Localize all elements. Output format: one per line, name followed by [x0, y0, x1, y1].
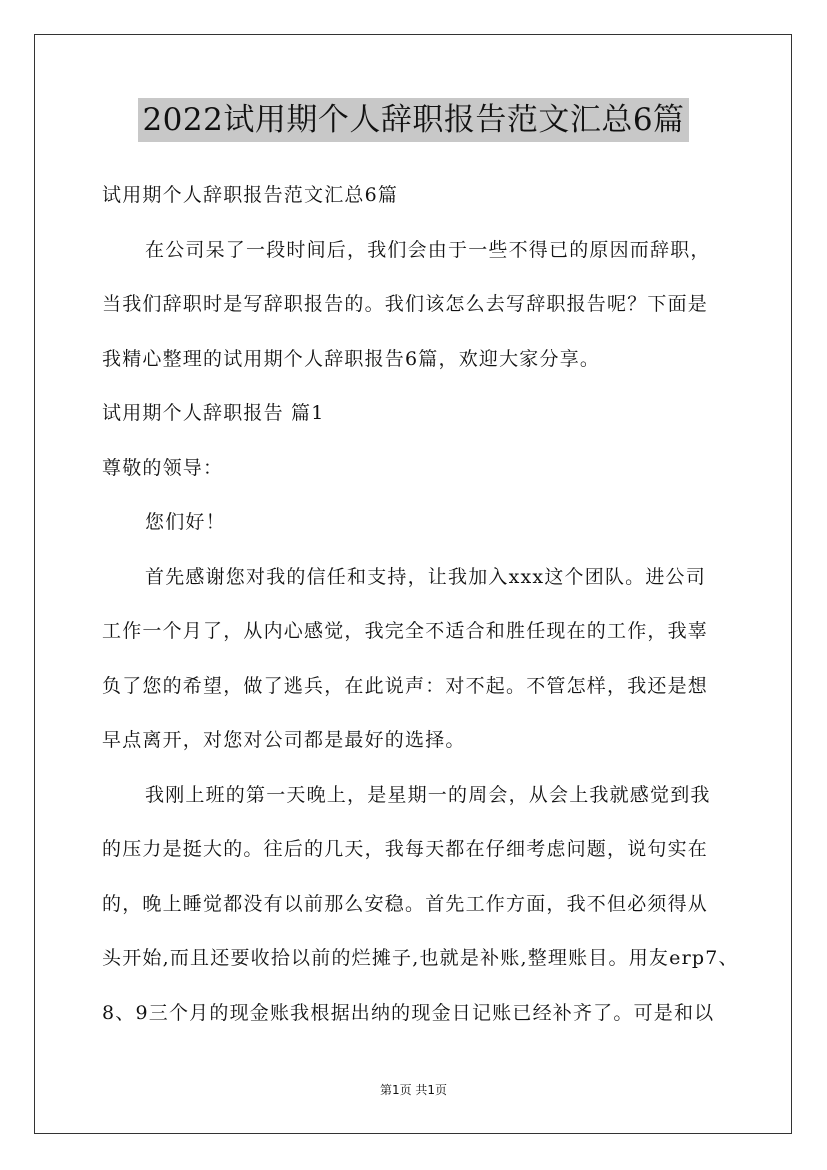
text-line: 工作一个月了，从内心感觉，我完全不适合和胜任现在的工作，我辜 — [102, 620, 709, 642]
text-line: 在公司呆了一段时间后，我们会由于一些不得已的原因而辞职， — [145, 238, 711, 261]
page-footer: 第1页 共1页 — [379, 1083, 448, 1097]
text-line: 您们好！ — [145, 511, 226, 533]
text-line: 首先感谢您对我的信任和支持，让我加入xxx这个团队。进公司 — [145, 565, 706, 588]
document-body — [102, 170, 739, 1042]
text-line: 当我们辞职时是写辞职报告的。我们该怎么去写辞职报告呢？下面是 — [102, 293, 709, 315]
text-line: 8、9三个月的现金账我根据出纳的现金日记账已经补齐了。可是和以 — [102, 1001, 715, 1024]
text-line: 尊敬的领导： — [102, 456, 224, 479]
text-line: 我刚上班的第一天晚上，是星期一的周会，从会上我就感觉到我 — [145, 783, 711, 806]
text-line: 的，晚上睡觉都没有以前那么安稳。首先工作方面，我不但必须得从 — [102, 892, 709, 915]
text-line: 早点离开，对您对公司都是最好的选择。 — [102, 729, 466, 751]
text-line: 负了您的希望，做了逃兵，在此说声：对不起。不管怎样，我还是想 — [102, 674, 709, 697]
text-line: 头开始,而且还要收拾以前的烂摊子,也就是补账,整理账目。用友erp7、 — [102, 947, 739, 969]
title-container — [0, 98, 827, 142]
document-title: 2022试用期个人辞职报告范文汇总6篇 — [138, 98, 688, 142]
text-line: 我精心整理的试用期个人辞职报告6篇，欢迎大家分享。 — [102, 347, 601, 370]
text-line: 试用期个人辞职报告范文汇总6篇 — [102, 184, 399, 206]
text-line: 试用期个人辞职报告 篇1 — [102, 402, 325, 424]
text-line: 的压力是挺大的。往后的几天，我每天都在仔细考虑问题，说句实在 — [102, 838, 709, 860]
